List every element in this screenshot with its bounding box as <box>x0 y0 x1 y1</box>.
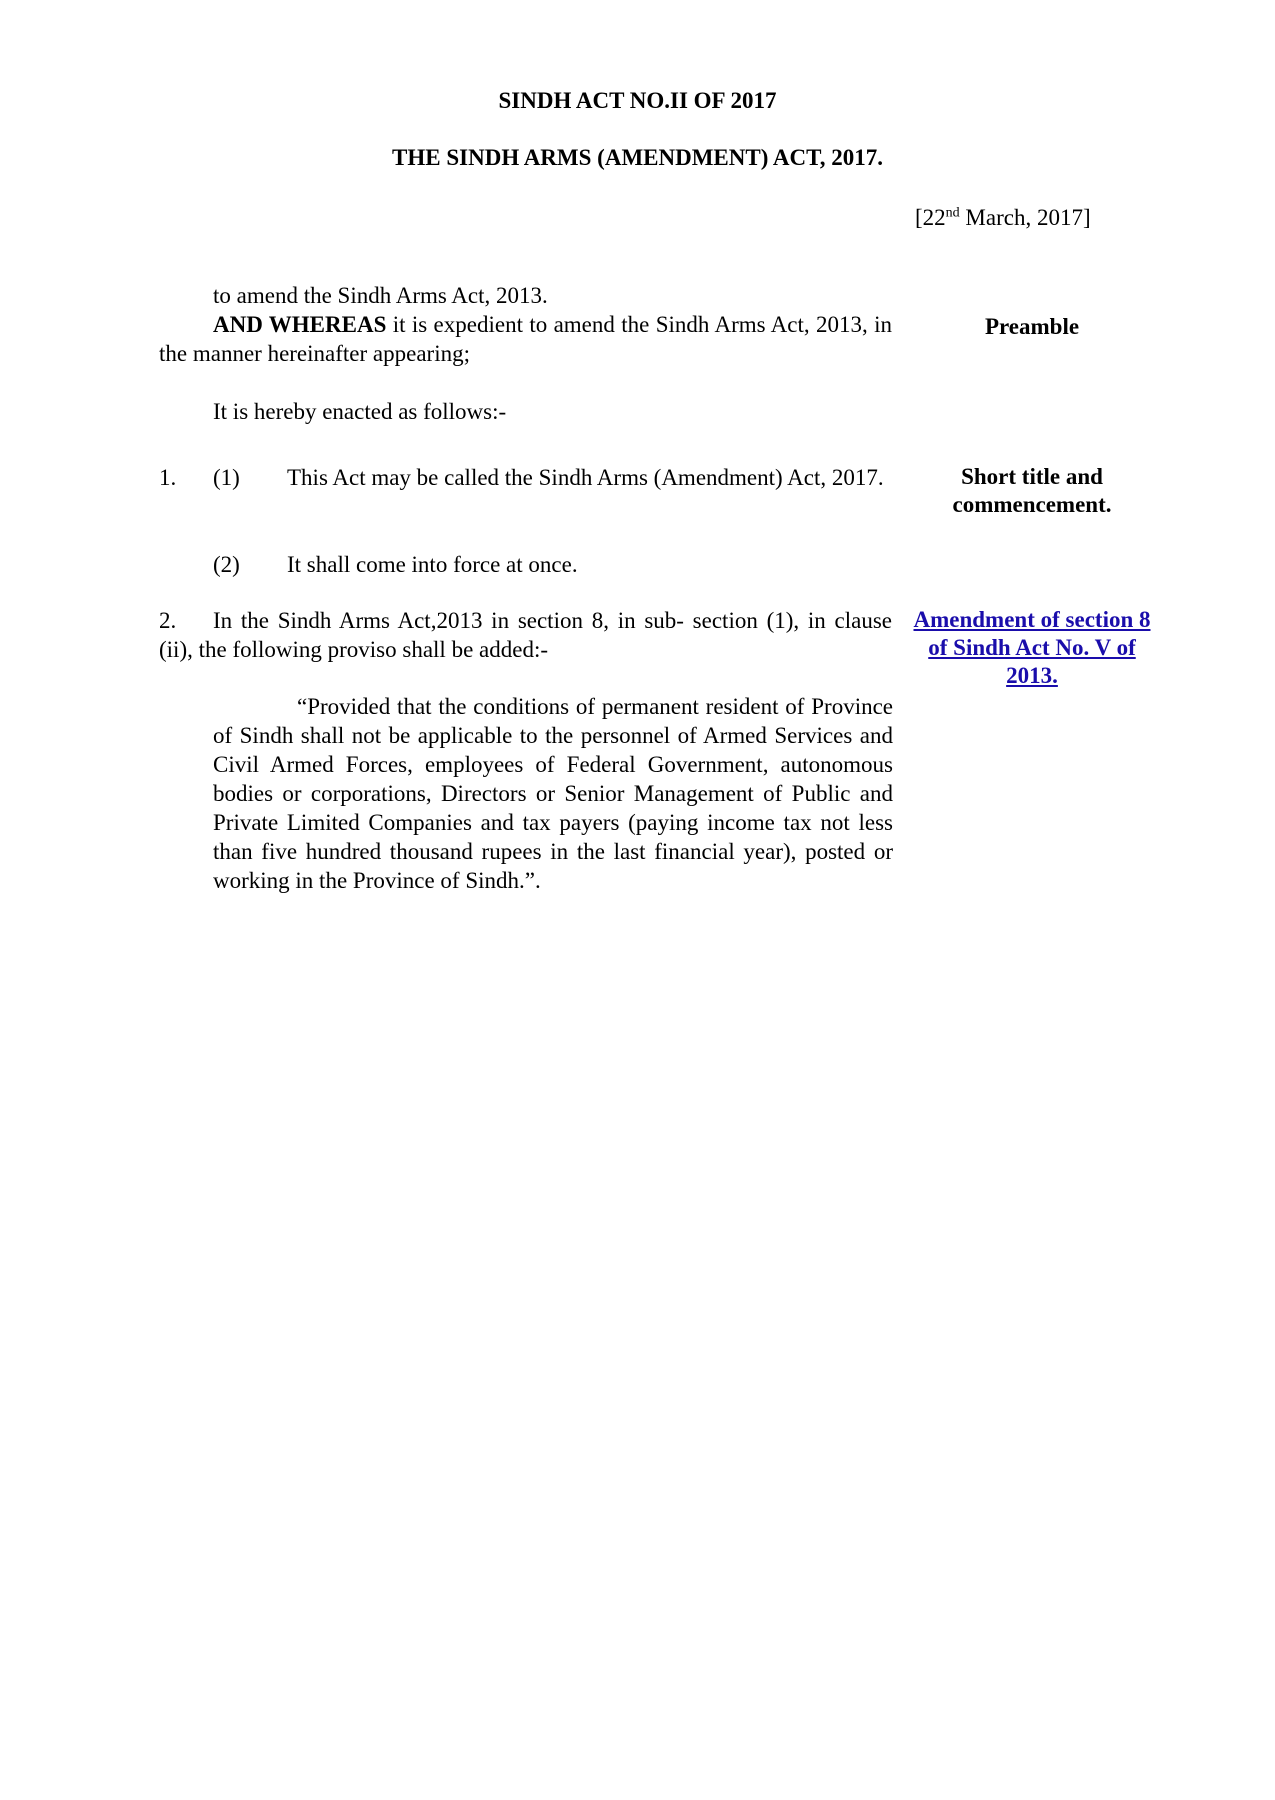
preamble-intro: to amend the Sindh Arms Act, 2013. <box>213 283 548 308</box>
proviso-text: “Provided that the conditions of permanent resident of Province of Sindh shall not be applicable to the personnel of Armed Services and Civil Armed Forces, employees of Federal Government, autonomous bodies or corporations, Directors or Senior Management of Public and Private Limited Companies and tax payers (paying income tax not less than five hundred thousand rupees in the last financial year), posted or working in the Province of Sindh.”. <box>213 694 893 893</box>
section-2-number: 2. <box>159 608 177 633</box>
section-1-subsection-1 <box>159 463 892 492</box>
section-2-text <box>159 606 892 664</box>
whereas-label: AND WHEREAS <box>213 312 387 337</box>
act-title: THE SINDH ARMS (AMENDMENT) ACT, 2017. <box>392 145 883 170</box>
date-superscript: nd <box>945 205 960 221</box>
date-suffix: March, 2017] <box>959 205 1091 230</box>
act-date <box>915 203 1215 232</box>
act-number: SINDH ACT NO.II OF 2017 <box>498 88 777 113</box>
subsection-2-label: (2) <box>213 552 240 577</box>
subsection-1-text: This Act may be called the Sindh Arms (Amendment) Act, 2017. <box>287 465 884 490</box>
section-1-subsection-2 <box>159 550 892 579</box>
enacting-clause: It is hereby enacted as follows:- <box>213 399 507 424</box>
amendment-link[interactable]: Amendment of section 8 of Sindh Act No. V of 2013. <box>913 607 1151 688</box>
preamble-whereas <box>159 310 892 368</box>
subsection-1-label: (1) <box>213 465 240 490</box>
margin-note-amendment[interactable] <box>912 606 1152 690</box>
margin-note-short-title: Short title and commencement. <box>952 464 1112 517</box>
subsection-2-text: It shall come into force at once. <box>287 552 578 577</box>
section-1-number: 1. <box>159 465 177 490</box>
whereas-text: it is expedient to amend the Sindh Arms Act, 2013, in the manner hereinafter appearing; <box>159 312 892 366</box>
margin-note-preamble: Preamble <box>984 314 1080 339</box>
section-2-body: In the Sindh Arms Act,2013 in section 8, in sub- section (1), in clause (ii), the following proviso shall be added:- <box>159 608 892 662</box>
date-prefix: [22 <box>915 205 946 230</box>
